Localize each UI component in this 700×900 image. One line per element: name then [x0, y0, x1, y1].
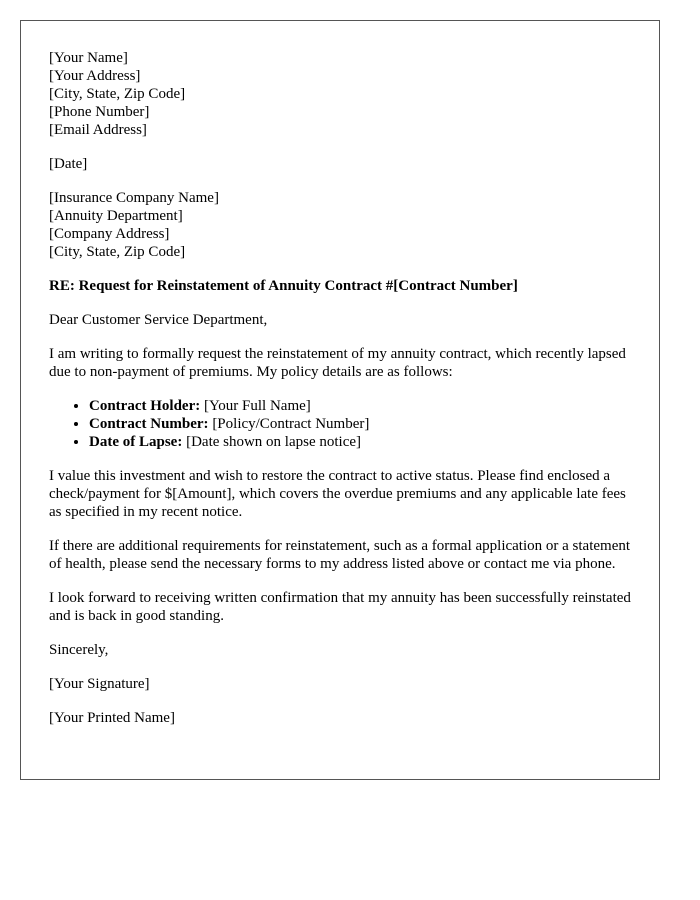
- list-item: [89, 397, 639, 415]
- closing-paragraph: I look forward to receiving written confirmation that my annuity has been successfully reinstated and is back in good standing.: [49, 590, 631, 624]
- recipient-company: [Insurance Company Name]: [49, 190, 219, 206]
- sender-address: [Your Address]: [49, 68, 141, 84]
- recipient-department: [Annuity Department]: [49, 208, 183, 224]
- sender-phone: [Phone Number]: [49, 104, 150, 120]
- policy-details-list: [49, 397, 639, 451]
- signature-line: [Your Signature]: [49, 676, 150, 692]
- closing-salutation: Sincerely,: [49, 642, 109, 658]
- detail-value: [Policy/Contract Number]: [208, 416, 370, 432]
- letter-date: [Date]: [49, 156, 88, 172]
- detail-value: [Date shown on lapse notice]: [182, 434, 362, 450]
- letter-page: [20, 20, 660, 780]
- sender-email: [Email Address]: [49, 122, 147, 138]
- detail-label: Date of Lapse:: [89, 434, 183, 450]
- recipient-address: [Company Address]: [49, 226, 170, 242]
- requirements-paragraph: If there are additional requirements for reinstatement, such as a formal application or a statement of health, please send the necessary forms to my address listed above or contact me via phone.: [49, 538, 631, 572]
- recipient-city-state-zip: [City, State, Zip Code]: [49, 244, 186, 260]
- sender-block: [49, 49, 639, 139]
- salutation: Dear Customer Service Department,: [49, 312, 268, 328]
- sender-city-state-zip: [City, State, Zip Code]: [49, 86, 186, 102]
- letter-content: [49, 49, 639, 743]
- detail-label: Contract Holder:: [89, 398, 201, 414]
- date-block: [49, 155, 639, 173]
- subject-line: RE: Request for Reinstatement of Annuity Contract #[Contract Number]: [49, 278, 518, 294]
- list-item: [89, 415, 639, 433]
- list-item: [89, 433, 639, 451]
- payment-paragraph: I value this investment and wish to restore the contract to active status. Please find enclosed a check/payment for $[Amount], which covers the overdue premiums and any applicable late fees as specified in my recent notice.: [49, 468, 626, 520]
- intro-paragraph: I am writing to formally request the reinstatement of my annuity contract, which recently lapsed due to non-payment of premiums. My policy details are as follows:: [49, 346, 626, 380]
- sender-name: [Your Name]: [49, 50, 128, 66]
- detail-value: [Your Full Name]: [200, 398, 311, 414]
- printed-name: [Your Printed Name]: [49, 710, 175, 726]
- recipient-block: [49, 189, 639, 261]
- detail-label: Contract Number:: [89, 416, 209, 432]
